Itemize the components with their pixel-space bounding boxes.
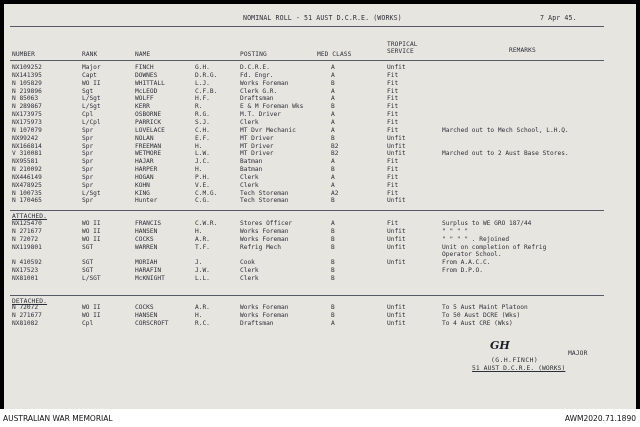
cell-name: HOGAN <box>135 173 154 181</box>
cell-rank: SGT <box>82 267 94 275</box>
cell-posting: MT Driver <box>240 142 274 150</box>
cell-rank: Sgt <box>82 87 94 95</box>
cell-med: B2 <box>331 150 339 158</box>
cell-med: B <box>331 304 335 311</box>
cell-med: B <box>331 166 335 174</box>
cell-name: CORSCROFT <box>135 319 169 327</box>
cell-trop: Unfit <box>387 243 406 251</box>
cell-name: HANSEN <box>135 227 158 235</box>
cell-posting: Stores Officer <box>240 220 293 227</box>
cell-remarks: From D.P.O. <box>442 267 483 275</box>
cell-remarks: To 50 Aust DCRE (Wks) <box>442 311 521 319</box>
signature-unit: 51 AUST D.C.R.E. (WORKS) <box>472 365 566 372</box>
footer-accession: AWM2020.71.1890 <box>564 414 636 423</box>
cell-init: C.H. <box>195 126 210 134</box>
cell-posting: D.C.R.E. <box>240 64 270 71</box>
cell-number: NX81082 <box>12 319 39 327</box>
cell-posting: MT Driver <box>240 150 274 158</box>
cell-init: H. <box>195 166 203 174</box>
cell-number: NX81001 <box>12 274 39 282</box>
document-title: NOMINAL ROLL - 51 AUST D.C.R.E. (WORKS) <box>243 14 402 22</box>
cell-trop: Unfit <box>387 197 406 205</box>
footer-credit: AUSTRALIAN WAR MEMORIAL <box>3 414 113 423</box>
cell-init: J. <box>195 259 203 267</box>
cell-trop: Fit <box>387 118 399 126</box>
cell-rank: Spr <box>82 126 94 134</box>
cell-med: A2 <box>331 189 339 197</box>
cell-med: A <box>331 87 335 95</box>
cell-med: A <box>331 181 335 189</box>
cell-name: COCKS <box>135 304 154 311</box>
cell-posting: MT Driver <box>240 134 274 142</box>
cell-name: DOWNES <box>135 71 158 79</box>
cell-init: L.L. <box>195 274 210 282</box>
cell-number: NX478925 <box>12 181 42 189</box>
cell-number: NX166814 <box>12 142 42 150</box>
cell-posting: Works Foreman <box>240 79 289 87</box>
cell-init: H. <box>195 311 203 319</box>
cell-med: A <box>331 126 335 134</box>
cell-rank: Spr <box>82 166 94 174</box>
cell-number: N 271677 <box>12 311 42 319</box>
cell-rank: Cpl <box>82 319 94 327</box>
cell-number: NX125470 <box>12 220 42 227</box>
cell-med: B <box>331 267 335 275</box>
cell-init: L.J. <box>195 79 210 87</box>
cell-init: A.R. <box>195 304 210 311</box>
cell-rank: Spr <box>82 181 94 189</box>
rule-top <box>10 26 604 27</box>
cell-med: B <box>331 243 335 251</box>
cell-remarks: Unit on completion of Refrig <box>442 243 547 251</box>
cell-number: NX175973 <box>12 118 42 126</box>
cell-trop: Unfit <box>387 150 406 158</box>
cell-init: T.F. <box>195 243 210 251</box>
cell-posting: Works Foreman <box>240 227 289 235</box>
col-name: NAME <box>135 51 151 58</box>
cell-init: H. <box>195 142 203 150</box>
cell-posting: Tech Storeman <box>240 197 289 205</box>
signature-mark: GH <box>490 339 510 352</box>
cell-posting: MT Dvr Mechanic <box>240 126 296 134</box>
cell-name: Hunter <box>135 197 158 205</box>
cell-posting: Clerk <box>240 118 259 126</box>
cell-name: KERR <box>135 103 150 111</box>
cell-trop: Fit <box>387 158 399 166</box>
cell-number: N 289867 <box>12 103 42 111</box>
cell-number: V 310081 <box>12 150 42 158</box>
cell-number: N 100735 <box>12 189 42 197</box>
signature-name: (G.H.FINCH) <box>491 357 539 364</box>
cell-init: V.E. <box>195 181 210 189</box>
cell-trop: Unfit <box>387 235 406 243</box>
cell-name: NOLAN <box>135 134 154 142</box>
cell-posting: Tech Storeman <box>240 189 289 197</box>
cell-posting: Clerk <box>240 274 259 282</box>
cell-remarks: Marched out to 2 Aust Base Stores. <box>442 150 569 158</box>
cell-trop: Fit <box>387 181 399 189</box>
cell-number: N 72072 <box>12 304 39 311</box>
cell-init: L.W. <box>195 150 210 158</box>
cell-remarks: Surplus to WE GRO 187/44 <box>442 220 532 227</box>
cell-init: C.W.R. <box>195 220 218 227</box>
cell-name: HARAFIN <box>135 267 162 275</box>
cell-rank: L/Sgt <box>82 95 101 103</box>
cell-number: NX119801 <box>12 243 42 251</box>
cell-name: HARPER <box>135 166 158 174</box>
cell-name: WARREN <box>135 243 158 251</box>
cell-med: B <box>331 235 335 243</box>
cell-posting: Clerk <box>240 173 259 181</box>
cell-trop: Fit <box>387 189 399 197</box>
col-service: SERVICE <box>387 48 414 55</box>
cell-init: R.G. <box>195 111 210 119</box>
cell-name: WOLFF <box>135 95 154 103</box>
cell-med: B <box>331 259 335 267</box>
cell-trop: Fit <box>387 111 399 119</box>
cell-rank: L/SGT <box>82 274 101 282</box>
cell-init: H.F. <box>195 95 210 103</box>
cell-name: FRANCIS <box>135 220 162 227</box>
cell-trop: Fit <box>387 79 399 87</box>
col-number: NUMBER <box>12 51 35 58</box>
cell-name: WETMORE <box>135 150 162 158</box>
cell-med: B <box>331 227 335 235</box>
cell-init: J.W. <box>195 267 210 275</box>
cell-name: FREEMAN <box>135 142 162 150</box>
col-remarks: REMARKS <box>509 47 536 54</box>
cell-name: COCKS <box>135 235 154 243</box>
cell-init: J.C. <box>195 158 210 166</box>
cell-med: A <box>331 173 335 181</box>
cell-rank: SGT <box>82 259 94 267</box>
cell-number: N 105829 <box>12 79 42 87</box>
cell-name: FINCH <box>135 64 154 71</box>
cell-trop: Unfit <box>387 319 406 327</box>
cell-remarks: To 4 Aust CRE (Wks) <box>442 319 513 327</box>
cell-number: NX109252 <box>12 64 42 71</box>
detached-title: DETACHED. <box>12 298 48 305</box>
cell-init: C.M.G. <box>195 189 218 197</box>
cell-rank: WO II <box>82 220 101 227</box>
rule-detached <box>10 295 604 296</box>
cell-med: A <box>331 95 335 103</box>
cell-init: R.C. <box>195 319 210 327</box>
cell-number: N 210092 <box>12 166 42 174</box>
cell-remarks: Operator School. <box>442 251 502 259</box>
cell-rank: WO II <box>82 227 101 235</box>
cell-name: OSBORNE <box>135 111 162 119</box>
cell-trop: Unfit <box>387 311 406 319</box>
cell-trop: Fit <box>387 166 399 174</box>
cell-rank: WO II <box>82 304 101 311</box>
cell-name: WHITTALL <box>135 79 165 87</box>
cell-remarks: From A.A.C.C. <box>442 259 491 267</box>
document-date: 7 Apr 45. <box>540 14 577 22</box>
cell-name: HAJAR <box>135 158 154 166</box>
cell-trop: Fit <box>387 95 399 103</box>
footer-bar <box>0 409 640 427</box>
cell-name: McLEOD <box>135 87 158 95</box>
cell-med: B <box>331 197 335 205</box>
col-rank: RANK <box>82 51 98 58</box>
cell-trop: Fit <box>387 71 399 79</box>
cell-number: NX141395 <box>12 71 42 79</box>
cell-med: A <box>331 71 335 79</box>
cell-rank: Spr <box>82 173 94 181</box>
cell-rank: Cpl <box>82 111 94 119</box>
cell-rank: SGT <box>82 243 94 251</box>
signature-rank: MAJOR <box>568 350 588 357</box>
cell-med: B <box>331 134 335 142</box>
cell-posting: Fd. Engr. <box>240 71 274 79</box>
cell-number: N 72072 <box>12 235 39 243</box>
cell-trop: Fit <box>387 126 399 134</box>
cell-posting: Works Foreman <box>240 304 289 311</box>
cell-name: McKNIGHT <box>135 274 165 282</box>
cell-trop: Unfit <box>387 134 406 142</box>
cell-rank: Spr <box>82 158 94 166</box>
cell-number: N 219896 <box>12 87 42 95</box>
cell-posting: E & M Foreman Wks <box>240 103 304 111</box>
cell-remarks: " " " " <box>442 227 469 235</box>
cell-rank: L/Cpl <box>82 118 101 126</box>
cell-med: A <box>331 220 335 227</box>
col-posting: POSTING <box>240 51 267 58</box>
cell-rank: L/Sgt <box>82 103 101 111</box>
cell-number: NX99242 <box>12 134 39 142</box>
cell-med: B <box>331 103 335 111</box>
cell-name: HANSEN <box>135 311 158 319</box>
cell-med: A <box>331 111 335 119</box>
cell-number: NX173975 <box>12 111 42 119</box>
cell-posting: Draftsman <box>240 95 274 103</box>
cell-med: B <box>331 274 335 282</box>
cell-rank: Spr <box>82 134 94 142</box>
cell-number: N 85063 <box>12 95 39 103</box>
cell-trop: Unfit <box>387 227 406 235</box>
document-page <box>4 4 636 409</box>
cell-med: A <box>331 158 335 166</box>
cell-rank: Capt <box>82 71 97 79</box>
cell-trop: Unfit <box>387 142 406 150</box>
cell-trop: Unfit <box>387 304 406 311</box>
cell-name: KOHN <box>135 181 150 189</box>
cell-number: N 107079 <box>12 126 42 134</box>
cell-number: N 410592 <box>12 259 42 267</box>
cell-number: N 271677 <box>12 227 42 235</box>
cell-init: E.F. <box>195 134 210 142</box>
cell-trop: Fit <box>387 103 399 111</box>
cell-init: R. <box>195 103 203 111</box>
cell-trop: Unfit <box>387 259 406 267</box>
cell-rank: Spr <box>82 150 94 158</box>
cell-trop: Fit <box>387 173 399 181</box>
cell-posting: Works Foreman <box>240 311 289 319</box>
cell-init: P.H. <box>195 173 210 181</box>
cell-med: A <box>331 319 335 327</box>
cell-posting: Batman <box>240 166 263 174</box>
cell-rank: Spr <box>82 197 94 205</box>
col-tropical: TROPICAL <box>387 41 418 48</box>
cell-init: C.G. <box>195 197 210 205</box>
cell-posting: Cook <box>240 259 255 267</box>
cell-rank: WO II <box>82 235 101 243</box>
cell-med: A <box>331 64 335 71</box>
cell-posting: Works Foreman <box>240 235 289 243</box>
cell-name: PARRICK <box>135 118 162 126</box>
rule-attached <box>10 210 604 211</box>
cell-med: B <box>331 79 335 87</box>
cell-posting: Clerk <box>240 181 259 189</box>
cell-posting: Draftsman <box>240 319 274 327</box>
cell-init: H. <box>195 227 203 235</box>
cell-number: NX95581 <box>12 158 39 166</box>
cell-rank: WO II <box>82 79 101 87</box>
cell-name: KING <box>135 189 150 197</box>
cell-number: N 170465 <box>12 197 42 205</box>
cell-posting: M.T. Driver <box>240 111 281 119</box>
cell-init: G.H. <box>195 64 210 71</box>
cell-remarks: Marched out to Mech School, L.H.Q. <box>442 126 569 134</box>
cell-posting: Clerk <box>240 267 259 275</box>
cell-init: C.F.B. <box>195 87 218 95</box>
cell-name: MORIAH <box>135 259 158 267</box>
cell-med: B2 <box>331 142 339 150</box>
cell-rank: Spr <box>82 142 94 150</box>
rule-header <box>10 60 604 61</box>
cell-posting: Clerk G.R. <box>240 87 278 95</box>
cell-init: S.J. <box>195 118 210 126</box>
cell-remarks: " " " " . Rejoined <box>442 235 510 243</box>
col-med-class: MED CLASS <box>317 51 352 58</box>
cell-posting: Batman <box>240 158 263 166</box>
cell-name: LOVELACE <box>135 126 165 134</box>
cell-rank: L/Sgt <box>82 189 101 197</box>
cell-number: NX17523 <box>12 267 39 275</box>
cell-init: D.R.G. <box>195 71 218 79</box>
cell-trop: Fit <box>387 87 399 95</box>
cell-init: A.R. <box>195 235 210 243</box>
cell-rank: WO II <box>82 311 101 319</box>
cell-number: NX446149 <box>12 173 42 181</box>
cell-trop: Fit <box>387 220 399 227</box>
attached-title: ATTACHED. <box>12 213 48 220</box>
cell-med: B <box>331 311 335 319</box>
cell-posting: Refrig Mech <box>240 243 281 251</box>
cell-remarks: To 5 Aust Maint Platoon <box>442 304 528 311</box>
cell-rank: Major <box>82 64 101 71</box>
cell-trop: Unfit <box>387 64 406 71</box>
cell-med: A <box>331 118 335 126</box>
